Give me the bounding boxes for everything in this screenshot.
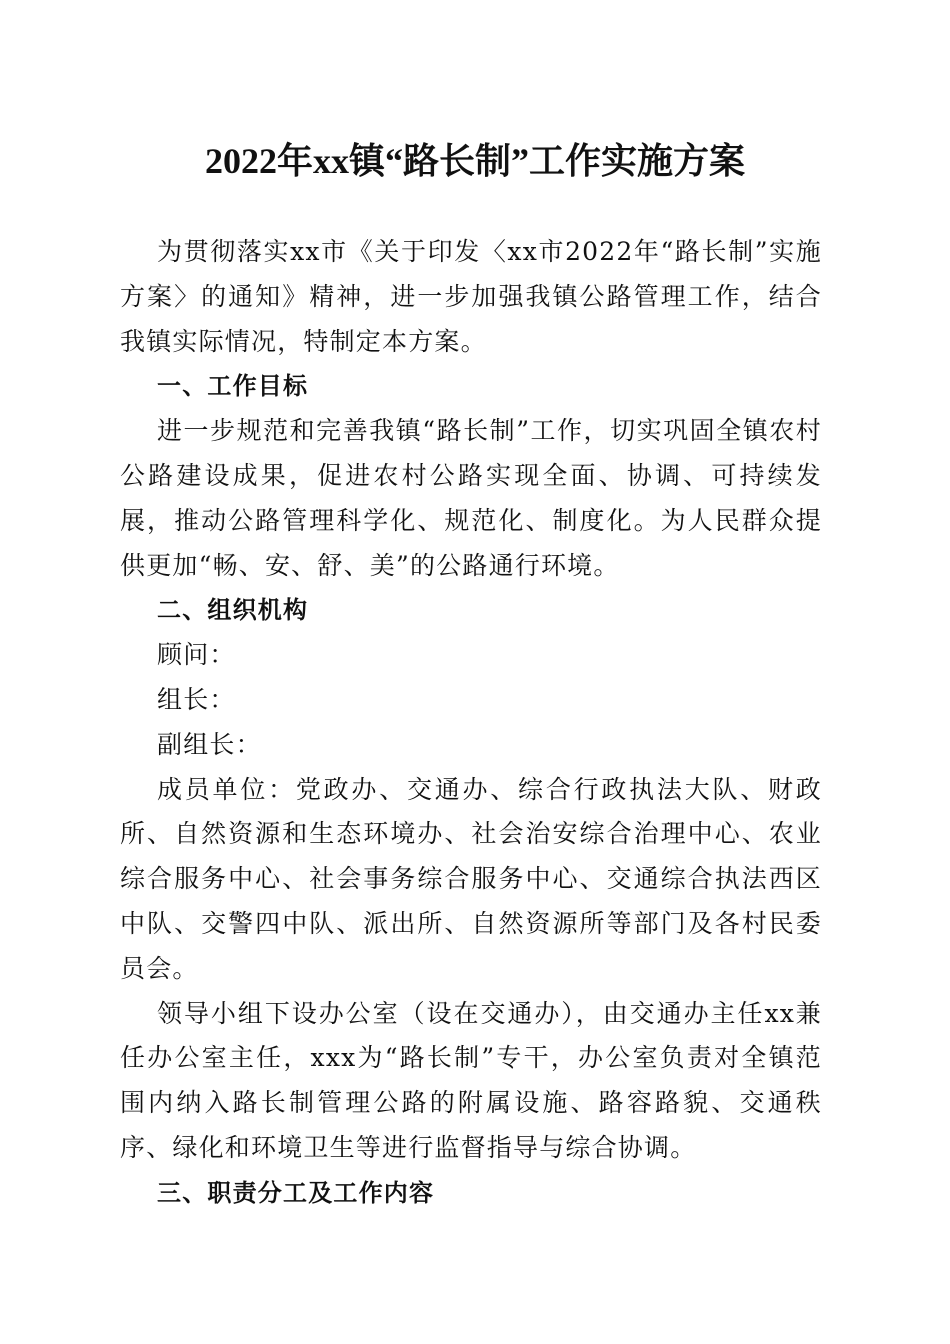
advisor-line: 顾问：: [157, 640, 236, 670]
leader-line: 组长：: [157, 684, 236, 714]
deputy-leader-line: 副组长：: [157, 729, 262, 759]
section-3-heading: 三、职责分工及工作内容: [157, 1178, 435, 1207]
section-1-heading: 一、工作目标: [157, 372, 309, 401]
section-2-heading: 二、组织机构: [157, 596, 309, 625]
section-1-paragraph: 进一步规范和完善我镇“路长制”工作，切实巩固全镇农村公路建设成果，促进农村公路实现全面、协调、可持续发展，推动公路管理科学化、规范化、制度化。为人民群众提供更加“畅、安、舒、美”的公路通行环境。: [120, 416, 822, 580]
document-body: [120, 230, 822, 1216]
office-paragraph: 领导小组下设办公室（设在交通办），由交通办主任xx兼任办公室主任，xxx为“路长制”专干，办公室负责对全镇范围内纳入路长制管理公路的附属设施、路容路貌、交通秩序、绿化和环境卫生等进行监督指导与综合协调。: [120, 998, 822, 1162]
intro-paragraph: 为贯彻落实xx市《关于印发〈xx市2022年“路长制”实施方案〉的通知》精神，进一步加强我镇公路管理工作，结合我镇实际情况，特制定本方案。: [120, 237, 822, 356]
document-title: 2022年xx镇“路长制”工作实施方案: [204, 141, 745, 181]
member-units-paragraph: 成员单位：党政办、交通办、综合行政执法大队、财政所、自然资源和生态环境办、社会治安综合治理中心、农业综合服务中心、社会事务综合服务中心、交通综合执法西区中队、交警四中队、派出所、自然资源所等部门及各村民委员会。: [120, 774, 822, 983]
